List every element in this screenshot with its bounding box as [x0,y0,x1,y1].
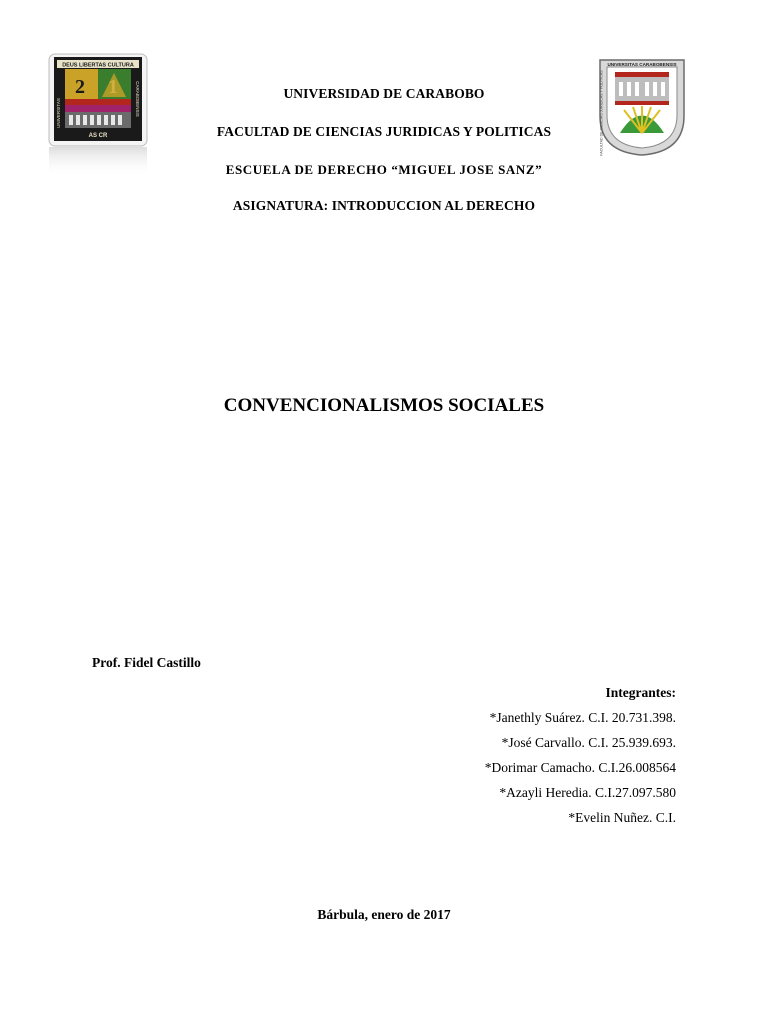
faculty-name: FACULTAD DE CIENCIAS JURIDICAS Y POLITICAS [216,124,552,139]
school-name: ESCUELA DE DERECHO “MIGUEL JOSE SANZ” [225,162,543,177]
professor-name: Prof. Fidel Castillo [92,655,201,670]
right-logo-ring: FACULTAD DE CIENCIAS JURIDICAS Y POLITICAS [599,70,604,156]
member-item: *Evelin Nuñez. C.I. [568,810,676,825]
member-item: *José Carvallo. C.I. 25.939.693. [501,735,676,750]
left-logo-side-right: CARABOBENSIS [135,81,140,117]
member-item: *Dorimar Camacho. C.I.26.008564 [484,760,676,775]
member-item: *Janethly Suárez. C.I. 20.731.398. [489,710,676,725]
left-logo-side-left: UNIVERSITAS [56,98,61,128]
place-and-date: Bárbula, enero de 2017 [317,907,451,922]
university-name: UNIVERSIDAD DE CARABOBO [283,86,485,101]
document-title: CONVENCIONALISMOS SOCIALES [223,395,545,416]
right-logo-banner: UNIVERSITAS CARABOBENSIS [607,62,677,67]
university-coat-of-arms-icon [48,53,148,177]
law-faculty-seal-icon [598,58,686,156]
left-logo-bottom: AS CR [88,133,108,139]
left-logo-motto: DEUS LIBERTAS CULTURA [62,62,134,69]
svg-text:2: 2 [75,76,85,98]
members-heading: Integrantes: [605,685,676,700]
subject-name: ASIGNATURA: INTRODUCCION AL DERECHO [232,198,536,213]
member-item: *Azayli Heredia. C.I.27.097.580 [499,785,676,800]
members-block [485,680,676,830]
